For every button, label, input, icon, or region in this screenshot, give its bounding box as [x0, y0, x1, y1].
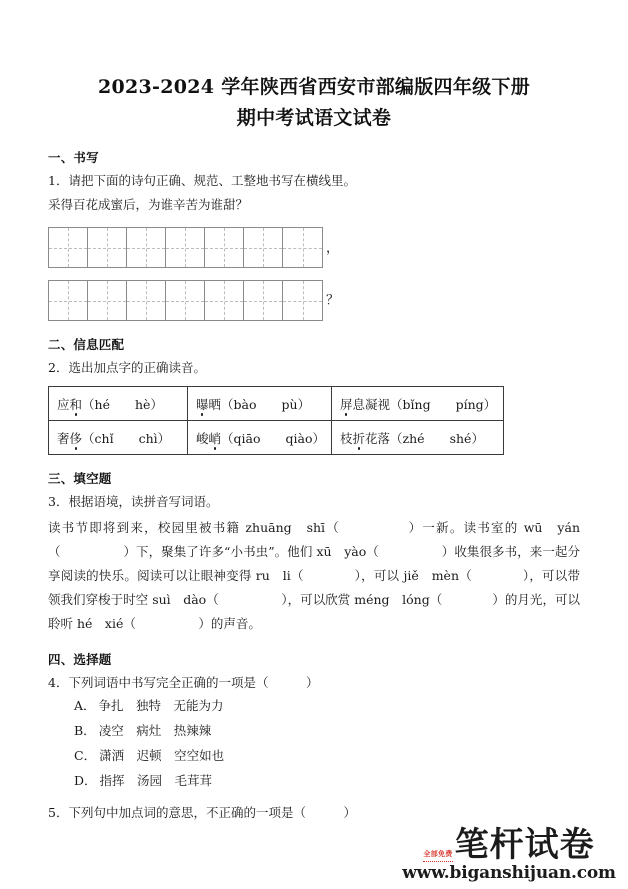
pinyin-options: （zhé shé）	[390, 430, 484, 446]
table-cell[interactable]	[332, 421, 504, 455]
grid-cell[interactable]	[88, 281, 127, 320]
grid-cell[interactable]	[127, 281, 166, 320]
dotted-character: 屏	[340, 396, 353, 412]
grid-cell[interactable]	[127, 228, 166, 267]
option-text: 潇洒 迟顿 空空如也	[99, 748, 225, 763]
table-cell[interactable]	[188, 387, 332, 421]
word-post: 晒	[208, 396, 222, 412]
writing-grid-row-2	[48, 280, 580, 321]
option-label: A．	[74, 698, 96, 713]
option-text: 争扎 独特 无能为力	[98, 698, 224, 713]
option-label: B．	[74, 723, 96, 738]
grid-cell[interactable]	[205, 228, 244, 267]
word-pre: 应	[57, 396, 70, 412]
grid-cell[interactable]	[283, 281, 322, 320]
watermark-free-badge: 全部免费	[423, 850, 452, 862]
grid-trailing-punctuation: ，	[326, 241, 340, 256]
option-label: C．	[74, 748, 97, 763]
grid-trailing-punctuation: ？	[326, 293, 340, 308]
dotted-character: 曝	[196, 396, 209, 412]
grid-cell[interactable]	[88, 228, 127, 267]
section-heading-4: 四、选择题	[48, 652, 112, 667]
tianzige-grid-1[interactable]	[48, 227, 323, 268]
grid-cell[interactable]	[166, 228, 205, 267]
table-row	[49, 421, 504, 455]
tianzige-grid-2[interactable]	[48, 280, 323, 321]
question-4-stem: 4．下列词语中书写完全正确的一项是（ ）	[48, 675, 319, 690]
option-label: D．	[74, 773, 97, 788]
section-heading-2: 二、信息匹配	[48, 337, 125, 352]
pinyin-choice-table	[48, 386, 504, 455]
question-4-option-d[interactable]	[48, 768, 580, 793]
table-cell[interactable]	[188, 421, 332, 455]
question-3-paragraph[interactable]: 读书节即将到来，校园里被书籍 zhuāng shī（ ）一新。读书室的 wū yán（ ）下，聚集了许多“小书虫”。他们 xū yào（ ）收集很多书，来一起分享阅读的快乐。阅读可以让眼神变得 ru li（ ），可以 jiě mèn（ ），可以带领我们穿梭于时空 suì dào（ ），可以欣赏 méng lóng（ ）的月光，可以聆听 hé xié（ ）的声音。	[48, 520, 580, 631]
dotted-character: 峭	[208, 430, 222, 446]
pinyin-options: （hé hè）	[82, 396, 163, 412]
dotted-character: 侈	[69, 430, 83, 446]
watermark-url: www.biganshijuan.com	[402, 863, 616, 883]
question-1-prompt: 采得百花成蜜后，为谁辛苦为谁甜？	[48, 197, 249, 212]
table-cell[interactable]	[49, 421, 188, 455]
word-post: 息凝视	[352, 396, 391, 412]
question-4-option-b[interactable]	[48, 718, 580, 743]
grid-cell[interactable]	[205, 281, 244, 320]
table-cell[interactable]	[332, 387, 504, 421]
grid-cell[interactable]	[49, 281, 88, 320]
grid-cell[interactable]	[166, 281, 205, 320]
word-pre: 奢	[57, 430, 70, 446]
pinyin-options: （bǐng píng）	[390, 396, 497, 412]
dotted-character: 折	[352, 430, 366, 446]
watermark-brand-text: 笔杆试卷	[454, 825, 595, 865]
title-line-1: 2023-2024 学年陕西省西安市部编版四年级下册	[97, 76, 531, 98]
grid-cell[interactable]	[283, 228, 322, 267]
question-2-stem: 2．选出加点字的正确读音。	[48, 360, 206, 375]
pinyin-options: （qiāo qiào）	[221, 430, 325, 446]
question-5-stem: 5．下列句中加点词的意思，不正确的一项是（ ）	[48, 805, 356, 820]
grid-cell[interactable]	[49, 228, 88, 267]
table-row	[49, 387, 504, 421]
word-pre: 枝	[340, 430, 353, 446]
question-3-stem: 3．根据语境，读拼音写词语。	[48, 494, 219, 509]
grid-cell[interactable]	[244, 281, 283, 320]
section-heading-3: 三、填空题	[48, 471, 112, 486]
section-heading-1: 一、书写	[48, 150, 99, 165]
option-text: 指挥 汤园 毛茸茸	[99, 773, 213, 788]
page-title	[48, 72, 580, 134]
watermark	[398, 825, 620, 883]
question-4-option-c[interactable]	[48, 743, 580, 768]
grid-cell[interactable]	[244, 228, 283, 267]
title-line-2: 期中考试语文试卷	[236, 107, 392, 129]
option-text: 凌空 病灶 热辣辣	[98, 723, 212, 738]
table-cell[interactable]	[49, 387, 188, 421]
pinyin-options: （bào pù）	[221, 396, 311, 412]
question-1-stem: 1．请把下面的诗句正确、规范、工整地书写在横线里。	[48, 173, 356, 188]
word-post: 花落	[365, 430, 391, 446]
question-4-option-a[interactable]	[48, 693, 580, 718]
pinyin-options: （chǐ chì）	[82, 430, 171, 446]
dotted-character: 和	[69, 396, 83, 412]
page-content	[48, 72, 580, 823]
word-pre: 峻	[196, 430, 209, 446]
writing-grid-row-1	[48, 227, 580, 268]
watermark-brand-row	[398, 825, 620, 865]
